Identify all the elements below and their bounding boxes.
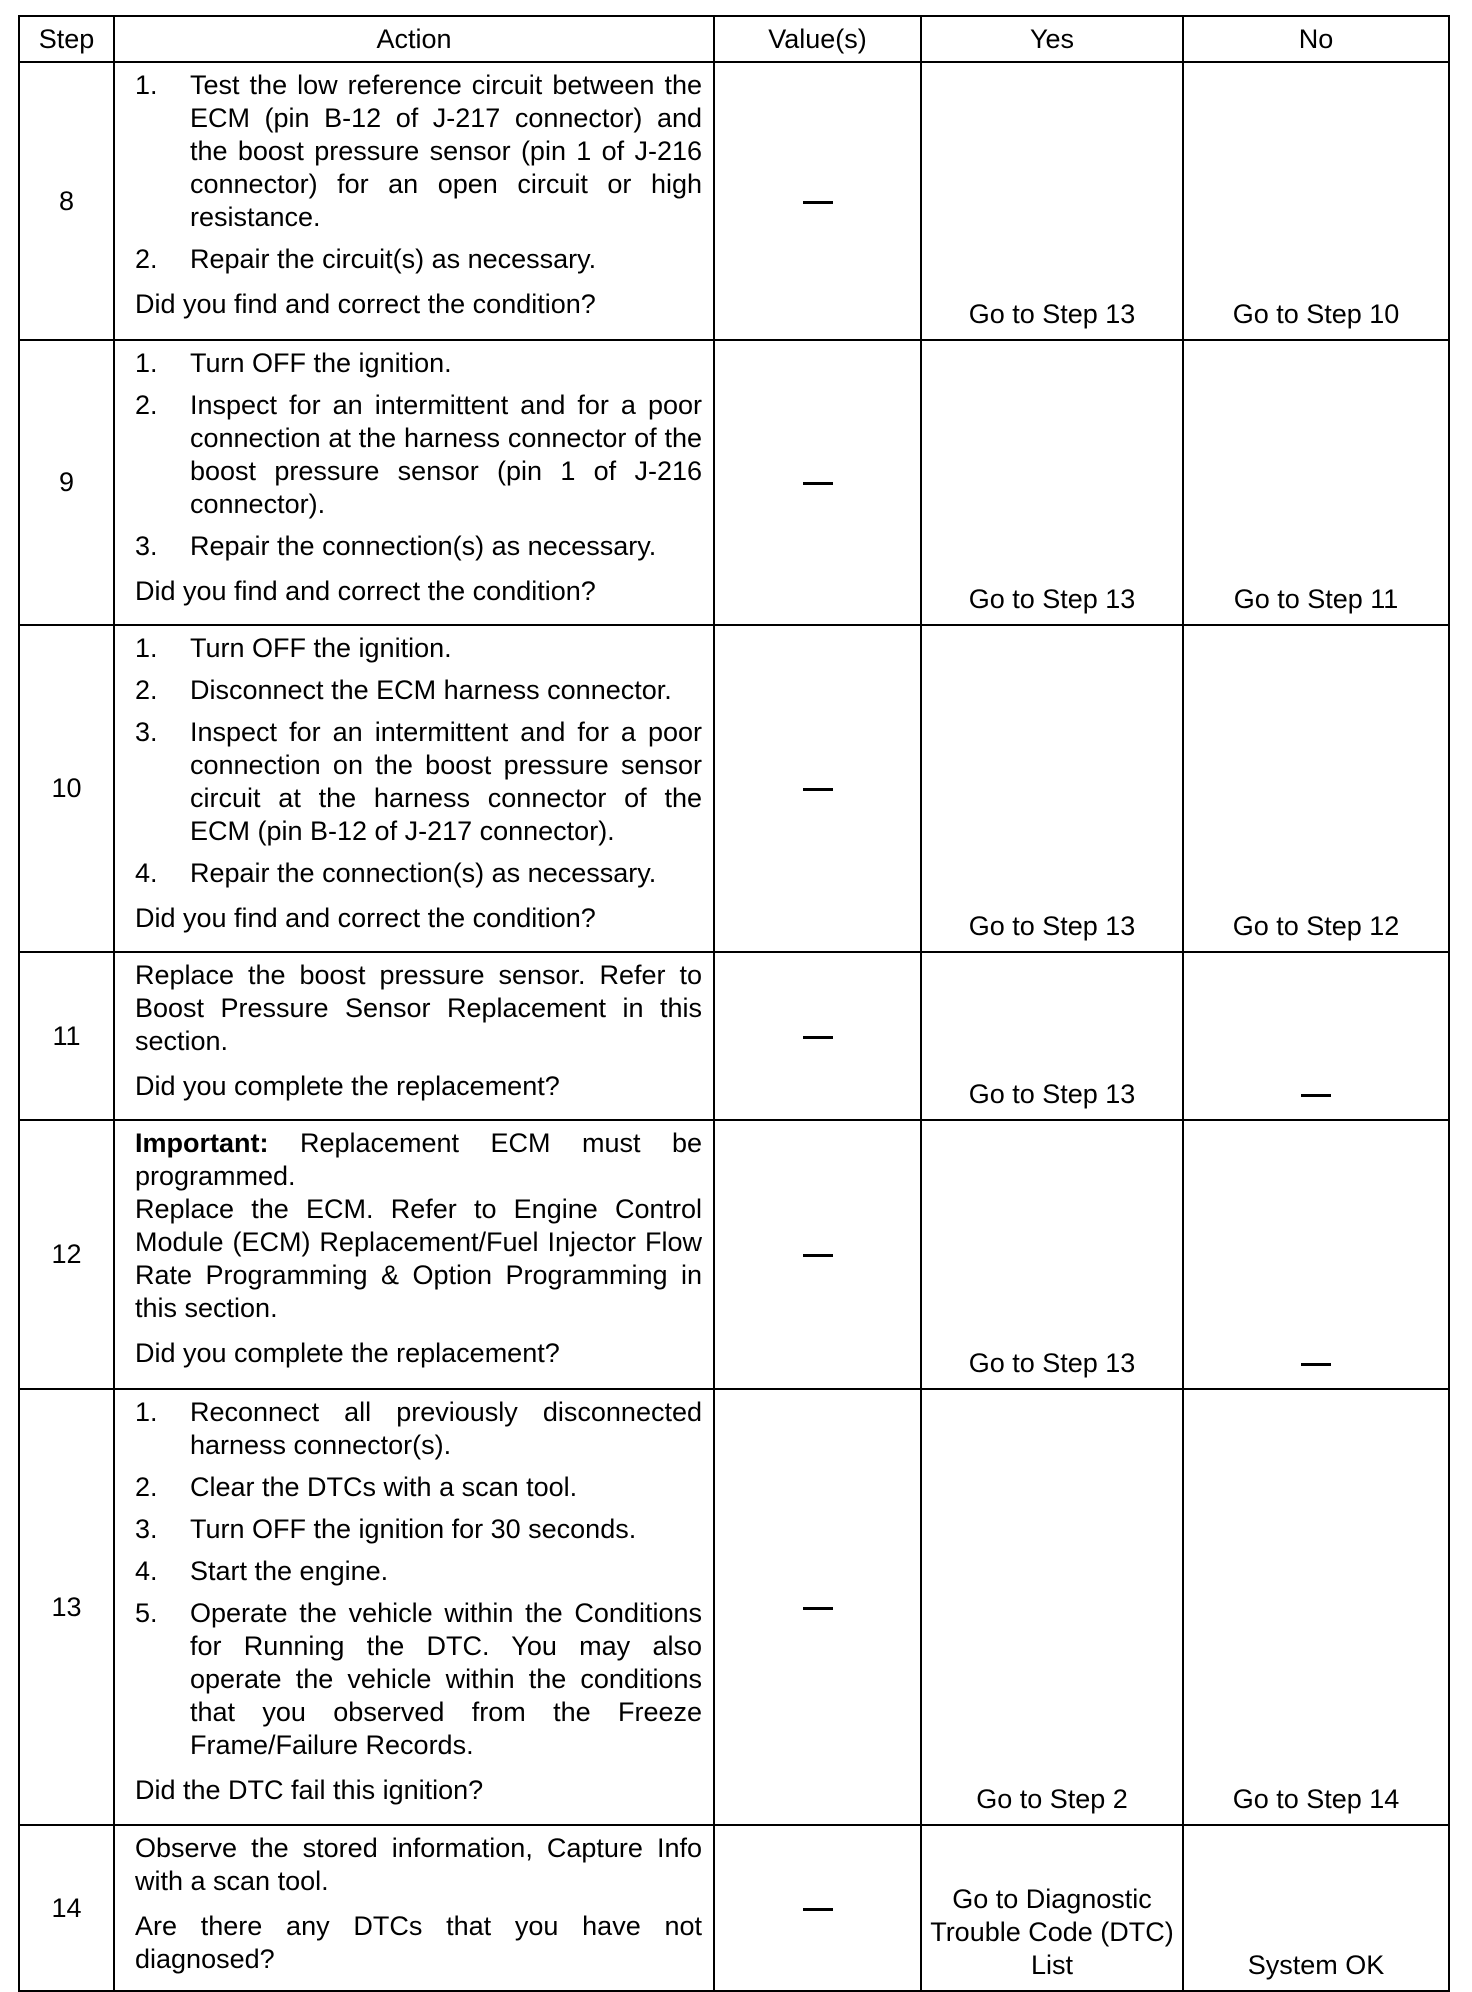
yes-cell: Go to Step 2 — [921, 1389, 1183, 1825]
action-step — [135, 1396, 702, 1462]
no-cell: Go to Step 11 — [1183, 340, 1449, 625]
action-step — [135, 1597, 702, 1762]
action-paragraph: Replace the ECM. Refer to Engine Control Module (ECM) Replacement/Fuel Injector Flow Rate Programming & Option Programming in this section. — [135, 1194, 702, 1323]
step-text: Inspect for an intermittent and for a poor connection at the harness connector of the boost pressure sensor (pin 1 of J-216 connector). — [190, 390, 702, 519]
step-text: Repair the connection(s) as necessary. — [190, 531, 657, 561]
action-cell — [114, 625, 714, 952]
action-step — [135, 69, 702, 234]
value-cell — [714, 62, 921, 340]
step-index: 5. — [135, 1598, 158, 1628]
action-step — [135, 1555, 702, 1588]
no-cell — [1183, 1120, 1449, 1389]
no-result-dash — [1301, 1094, 1331, 1097]
action-step — [135, 347, 702, 380]
action-cell — [114, 340, 714, 625]
header-action: Action — [114, 16, 714, 62]
value-cell — [714, 952, 921, 1120]
action-question: Did you find and correct the condition? — [135, 576, 596, 606]
no-cell: Go to Step 10 — [1183, 62, 1449, 340]
header-no: No — [1183, 16, 1449, 62]
table-row-step-11 — [19, 952, 1449, 1120]
action-cell — [114, 1120, 714, 1389]
action-question: Did you complete the replacement? — [135, 1071, 560, 1101]
step-number: 9 — [19, 340, 114, 625]
important-note — [135, 1127, 702, 1193]
step-index: 2. — [135, 244, 158, 274]
value-cell — [714, 340, 921, 625]
action-cell — [114, 62, 714, 340]
value-cell — [714, 625, 921, 952]
empty-value-dash — [803, 1036, 833, 1039]
step-index: 3. — [135, 1514, 158, 1544]
header-values: Value(s) — [714, 16, 921, 62]
empty-value-dash — [803, 1607, 833, 1610]
step-number: 14 — [19, 1825, 114, 1991]
action-cell — [114, 1825, 714, 1991]
action-step — [135, 857, 702, 890]
action-step — [135, 716, 702, 848]
step-index: 2. — [135, 675, 158, 705]
action-question: Did you find and correct the condition? — [135, 289, 596, 319]
step-number: 10 — [19, 625, 114, 952]
yes-cell: Go to Step 13 — [921, 340, 1183, 625]
action-cell — [114, 1389, 714, 1825]
no-cell — [1183, 952, 1449, 1120]
action-step — [135, 1471, 702, 1504]
no-cell: Go to Step 14 — [1183, 1389, 1449, 1825]
yes-cell: Go to Step 13 — [921, 62, 1183, 340]
table-row-step-8 — [19, 62, 1449, 340]
step-text: Turn OFF the ignition. — [190, 633, 452, 663]
step-index: 1. — [135, 70, 158, 100]
step-text: Inspect for an intermittent and for a poor connection on the boost pressure sensor circuit at the harness connector of the ECM (pin B-12 of J-217 connector). — [190, 717, 702, 846]
diagnostic-table — [18, 15, 1450, 1992]
step-text: Operate the vehicle within the Conditions for Running the DTC. You may also operate the vehicle within the conditions that you observed from the Freeze Frame/Failure Records. — [190, 1598, 702, 1760]
header-yes: Yes — [921, 16, 1183, 62]
action-question: Did you find and correct the condition? — [135, 903, 596, 933]
step-text: Repair the circuit(s) as necessary. — [190, 244, 597, 274]
no-cell: Go to Step 12 — [1183, 625, 1449, 952]
no-result-dash — [1301, 1363, 1331, 1366]
yes-cell: Go to Step 13 — [921, 1120, 1183, 1389]
step-index: 2. — [135, 1472, 158, 1502]
action-step — [135, 389, 702, 521]
header-step: Step — [19, 16, 114, 62]
action-steps — [135, 347, 702, 563]
important-label: Important: — [135, 1128, 269, 1158]
step-text: Test the low reference circuit between the ECM (pin B-12 of J-217 connector) and the boost pressure sensor (pin 1 of J-216 connector) for an open circuit or high resistance. — [190, 70, 702, 232]
empty-value-dash — [803, 788, 833, 791]
yes-cell: Go to Step 13 — [921, 625, 1183, 952]
step-index: 2. — [135, 390, 158, 420]
step-index: 3. — [135, 717, 158, 747]
action-step — [135, 674, 702, 707]
diagnostic-table-container — [18, 15, 1448, 1992]
yes-cell: Go to Diagnostic Trouble Code (DTC) List — [921, 1825, 1183, 1991]
step-text: Turn OFF the ignition for 30 seconds. — [190, 1514, 637, 1544]
action-step — [135, 530, 702, 563]
table-row-step-12 — [19, 1120, 1449, 1389]
value-cell — [714, 1120, 921, 1389]
empty-value-dash — [803, 201, 833, 204]
step-text: Reconnect all previously disconnected harness connector(s). — [190, 1397, 702, 1460]
empty-value-dash — [803, 1254, 833, 1257]
step-text: Repair the connection(s) as necessary. — [190, 858, 657, 888]
step-number: 8 — [19, 62, 114, 340]
action-paragraph: Observe the stored information, Capture Info with a scan tool. — [135, 1833, 702, 1896]
step-number: 13 — [19, 1389, 114, 1825]
table-row-step-14 — [19, 1825, 1449, 1991]
step-index: 1. — [135, 348, 158, 378]
yes-cell: Go to Step 13 — [921, 952, 1183, 1120]
step-text: Clear the DTCs with a scan tool. — [190, 1472, 578, 1502]
value-cell — [714, 1825, 921, 1991]
empty-value-dash — [803, 1908, 833, 1911]
step-text: Start the engine. — [190, 1556, 389, 1586]
action-step — [135, 243, 702, 276]
important-text: Replacement ECM must be programmed. — [135, 1128, 702, 1191]
step-number: 11 — [19, 952, 114, 1120]
step-index: 3. — [135, 531, 158, 561]
step-text: Turn OFF the ignition. — [190, 348, 452, 378]
step-index: 4. — [135, 858, 158, 888]
empty-value-dash — [803, 482, 833, 485]
action-question: Did you complete the replacement? — [135, 1338, 560, 1368]
action-step — [135, 1513, 702, 1546]
step-number: 12 — [19, 1120, 114, 1389]
step-index: 1. — [135, 1397, 158, 1427]
header-row — [19, 16, 1449, 62]
action-question: Are there any DTCs that you have not diagnosed? — [135, 1911, 702, 1974]
action-paragraph: Replace the boost pressure sensor. Refer to Boost Pressure Sensor Replacement in this section. — [135, 960, 702, 1056]
no-cell: System OK — [1183, 1825, 1449, 1991]
action-step — [135, 632, 702, 665]
step-index: 4. — [135, 1556, 158, 1586]
table-row-step-13 — [19, 1389, 1449, 1825]
table-row-step-9 — [19, 340, 1449, 625]
action-question: Did the DTC fail this ignition? — [135, 1775, 484, 1805]
action-steps — [135, 1396, 702, 1762]
action-cell — [114, 952, 714, 1120]
action-steps — [135, 632, 702, 890]
step-text: Disconnect the ECM harness connector. — [190, 675, 672, 705]
action-steps — [135, 69, 702, 276]
table-row-step-10 — [19, 625, 1449, 952]
value-cell — [714, 1389, 921, 1825]
step-index: 1. — [135, 633, 158, 663]
